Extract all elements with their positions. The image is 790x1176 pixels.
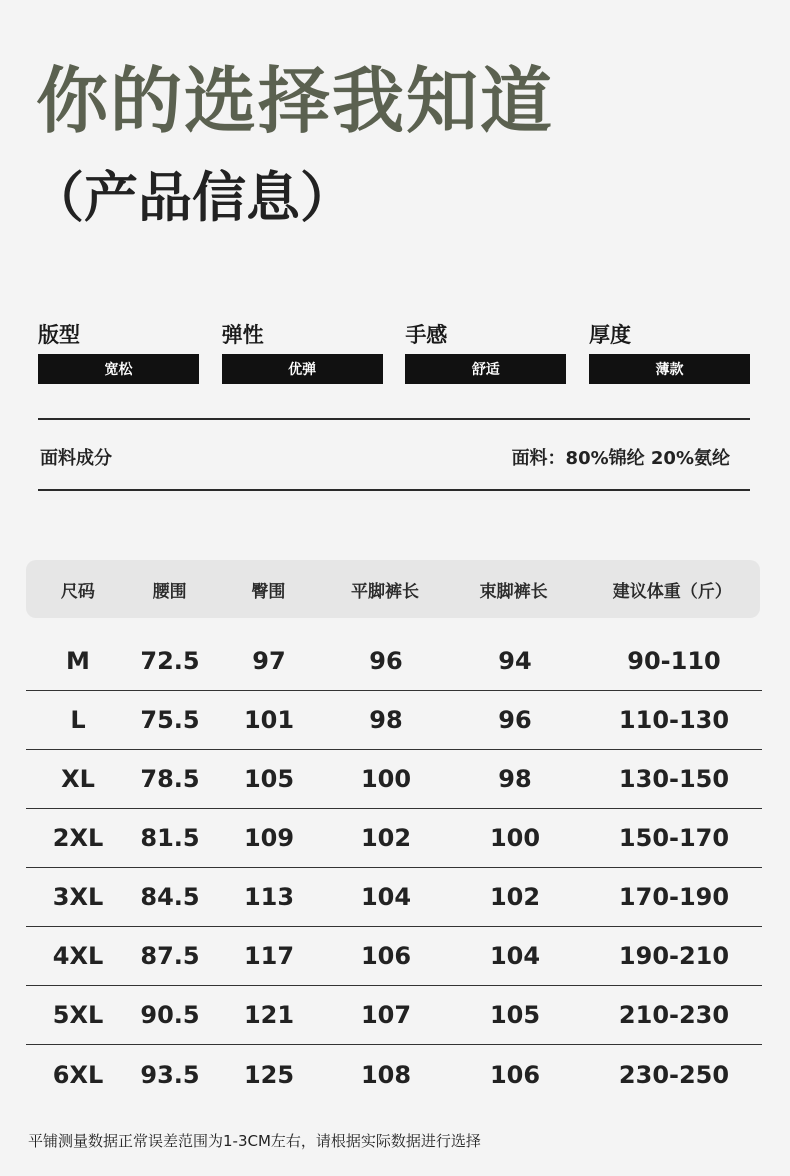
cell-waist: 87.5 bbox=[140, 942, 200, 970]
cell-size: 4XL bbox=[52, 942, 104, 970]
cell-straight-length: 106 bbox=[360, 942, 412, 970]
attribute-label: 厚度 bbox=[588, 323, 631, 347]
cell-straight-length: 107 bbox=[360, 1001, 412, 1029]
cell-size: 2XL bbox=[52, 824, 104, 852]
cell-straight-length: 100 bbox=[360, 765, 412, 793]
cell-weight: 230-250 bbox=[618, 1060, 730, 1089]
table-row bbox=[26, 868, 762, 927]
cell-weight: 170-190 bbox=[618, 883, 730, 911]
attribute-feel bbox=[405, 320, 566, 384]
header-cuffed-length: 束脚裤长 bbox=[479, 581, 548, 602]
cell-waist: 81.5 bbox=[140, 824, 200, 852]
cell-hip: 105 bbox=[243, 765, 295, 793]
cell-hip: 117 bbox=[243, 942, 295, 970]
cell-weight: 130-150 bbox=[618, 765, 730, 793]
attribute-elasticity bbox=[222, 320, 383, 384]
attribute-badge: 薄款 bbox=[589, 354, 750, 384]
cell-size: M bbox=[66, 647, 90, 675]
cell-size: XL bbox=[61, 765, 95, 793]
cell-waist: 75.5 bbox=[140, 706, 200, 734]
attribute-label: 手感 bbox=[405, 323, 448, 347]
cell-waist: 72.5 bbox=[140, 647, 200, 675]
page-subtitle: （产品信息） bbox=[30, 166, 354, 229]
table-row bbox=[26, 691, 762, 750]
cell-cuffed-length: 94 bbox=[498, 647, 532, 675]
attribute-fit bbox=[38, 320, 199, 384]
cell-hip: 97 bbox=[252, 647, 286, 675]
cell-straight-length: 98 bbox=[369, 706, 403, 734]
cell-size: 5XL bbox=[52, 1001, 104, 1029]
attribute-thickness bbox=[589, 320, 750, 384]
table-row bbox=[26, 632, 762, 691]
table-row bbox=[26, 1045, 762, 1104]
table-row bbox=[26, 750, 762, 809]
fabric-composition: 面料：80%锦纶 20%氨纶 bbox=[511, 448, 730, 469]
cell-size: 3XL bbox=[52, 883, 104, 911]
cell-weight: 210-230 bbox=[618, 1001, 730, 1029]
cell-hip: 121 bbox=[243, 1001, 295, 1029]
cell-hip: 109 bbox=[243, 824, 295, 852]
attribute-badge: 优弹 bbox=[222, 354, 383, 384]
cell-cuffed-length: 102 bbox=[489, 883, 541, 911]
cell-waist: 78.5 bbox=[140, 765, 200, 793]
header-weight: 建议体重（斤） bbox=[612, 581, 732, 602]
cell-waist: 90.5 bbox=[140, 1001, 200, 1029]
header-waist: 腰围 bbox=[152, 581, 187, 602]
cell-cuffed-length: 104 bbox=[489, 942, 541, 970]
divider-top bbox=[38, 418, 750, 420]
cell-hip: 125 bbox=[243, 1060, 295, 1089]
cell-hip: 113 bbox=[243, 883, 295, 911]
cell-weight: 190-210 bbox=[618, 942, 730, 970]
cell-weight: 90-110 bbox=[627, 647, 721, 675]
size-table-body bbox=[26, 632, 762, 1104]
table-row bbox=[26, 927, 762, 986]
cell-cuffed-length: 100 bbox=[489, 824, 541, 852]
measurement-note: 平铺测量数据正常误差范围为1-3CM左右，请根据实际数据进行选择 bbox=[28, 1132, 481, 1150]
divider-bottom bbox=[38, 489, 750, 491]
cell-straight-length: 108 bbox=[360, 1060, 412, 1089]
cell-weight: 110-130 bbox=[618, 706, 730, 734]
table-row bbox=[26, 809, 762, 868]
attribute-badge: 舒适 bbox=[405, 354, 566, 384]
fabric-label: 面料成分 bbox=[40, 448, 112, 469]
table-row bbox=[26, 986, 762, 1045]
page-title: 你的选择我知道 bbox=[36, 59, 555, 143]
header-hip: 臀围 bbox=[251, 581, 286, 602]
attribute-grid bbox=[38, 320, 750, 384]
cell-straight-length: 104 bbox=[360, 883, 412, 911]
header-straight-length: 平脚裤长 bbox=[351, 581, 420, 602]
cell-weight: 150-170 bbox=[618, 824, 730, 852]
cell-waist: 93.5 bbox=[140, 1060, 200, 1089]
header-size: 尺码 bbox=[60, 581, 95, 602]
cell-hip: 101 bbox=[243, 706, 295, 734]
cell-cuffed-length: 96 bbox=[498, 706, 532, 734]
cell-straight-length: 96 bbox=[369, 647, 403, 675]
cell-cuffed-length: 105 bbox=[489, 1001, 541, 1029]
cell-waist: 84.5 bbox=[140, 883, 200, 911]
attribute-label: 版型 bbox=[38, 323, 80, 347]
attribute-badge: 宽松 bbox=[38, 354, 199, 384]
cell-cuffed-length: 98 bbox=[498, 765, 532, 793]
cell-cuffed-length: 106 bbox=[489, 1060, 541, 1089]
cell-straight-length: 102 bbox=[360, 824, 412, 852]
cell-size: L bbox=[70, 706, 86, 734]
attribute-label: 弹性 bbox=[221, 323, 264, 347]
size-table-header bbox=[26, 560, 760, 618]
cell-size: 6XL bbox=[52, 1060, 104, 1089]
